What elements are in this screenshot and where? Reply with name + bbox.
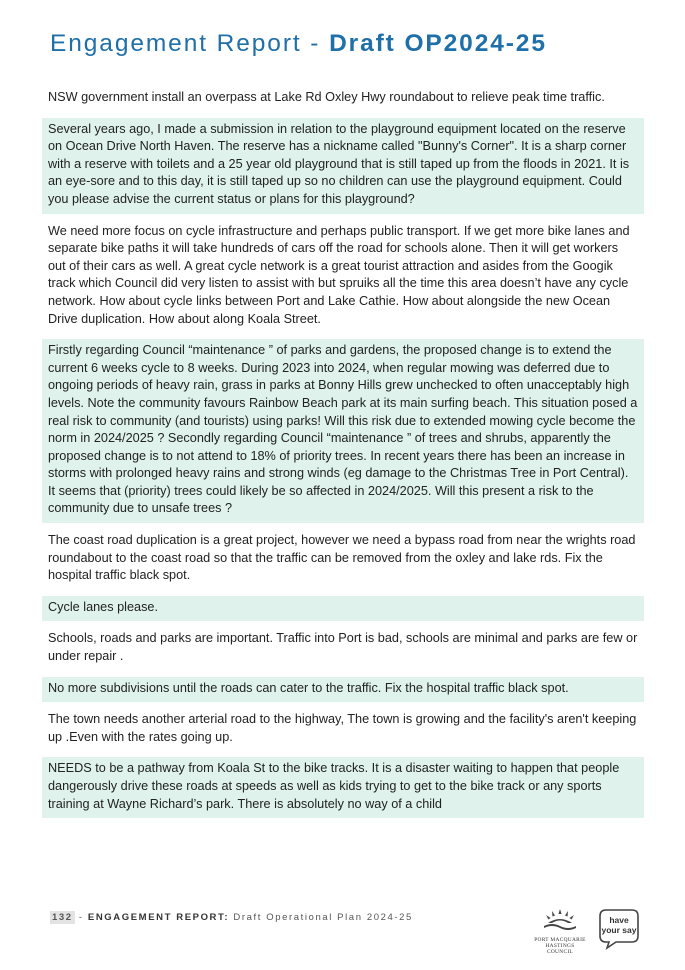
footer-separator: - [74,912,88,923]
logo-line-2: HASTINGS COUNCIL [545,943,575,955]
title-draft: Draft OP2024-25 [329,30,547,57]
comment-9: The town needs another arterial road to the highway, The town is growing and the facility's aren't keeping up .Even with the rates going up. [48,712,637,744]
comment-4: Firstly regarding Council “maintenance ” of parks and gardens, the proposed change is to extend the current 6 weeks cycle to 8 weeks. During 2023 into 2024, when regular mowing was deferred due to ongoing periods of heavy rain, grass in parks at Bonny Hills grew unchecked to often unacceptably high levels. Note the community favours Rainbow Beach park at its main surfing beach. This situation posed a real risk to community (and tourists) using parks! Will this risk due to extended mowing cycle become the norm in 2024/2025 ? Secondly regarding Council “maintenance ” of trees and shrubs, apparently the proposed change is to not attend to 18% of priority trees. In recent years there has been an increase in storms with prolonged heavy rains and strong winds (eg damage to the Christmas Tree in Port Central). It seems that (priority) trees could likely be so affected in 2024/2025. Will this present a risk to the community due to unsafe trees ? [42,339,644,523]
council-logo-icon [540,908,580,932]
footer-report-label: ENGAGEMENT REPORT: [87,912,230,923]
comment-3: We need more focus on cycle infrastructure and perhaps public transport. If we get more bike lanes and separate bike paths it will take hundreds of cars off the road for schools alone. Then it will get workers out of their cars as well. A great cycle network is a great tourist attraction and asides from the Googik track which Council did very listen to assist with but spruiks all the time this area doesn’t have any cycle network. How about cycle links between Port and Lake Cathie. How about alongside the new Ocean Drive duplication. How about along Koala Street. [48,223,630,326]
badge-text [598,916,640,935]
comment-6: Cycle lanes please. [42,596,644,622]
page-footer [50,912,413,923]
title-prefix: Engagement Report - [50,30,330,57]
comment-2: Several years ago, I made a submission in relation to the playground equipment located on the reserve on Ocean Drive North Haven. The reserve has a nickname called "Bunny's Corner". It is a sharp corner with a reserve with toilets and a 25 year old playground that is still taped up from the floods in 2021. It is an eye-sore and to this day, it is still taped up so no children can use the playground equipment. Could you please advise the current status or plans for this playground? [42,118,644,214]
comment-8: No more subdivisions until the roads can cater to the traffic. Fix the hospital traffic black spot. [42,677,644,703]
badge-line-1: have [609,915,629,925]
council-logo [532,908,588,955]
comment-7: Schools, roads and parks are important. Traffic into Port is bad, schools are minimal and parks are few or under repair . [48,631,638,664]
comment-1: NSW government install an overpass at Lake Rd Oxley Hwy roundabout to relieve peak time traffic. [48,90,605,104]
have-your-say-badge [598,908,640,950]
footer-doc-name: Draft Operational Plan 2024-25 [229,912,413,923]
badge-line-2: your say [601,924,637,935]
logo-line-1: PORT MACQUARIE [534,937,586,943]
comment-5: The coast road duplication is a great project, however we need a bypass road from near the wrights road roundabout to the coast road so that the traffic can be removed from the oxley and lake rds. Fix the hospital traffic black spot. [48,533,636,583]
page-number: 132 [52,912,73,923]
comments-list [42,86,644,824]
comment-10: NEEDS to be a pathway from Koala St to the bike tracks. It is a disaster waiting to happen that people dangerously drive these roads at speeds as well as kids trying to get to the bike track or any sports training at Wayne Richard’s park. There is absolutely no way of a child [42,757,644,818]
page-title [50,27,650,61]
